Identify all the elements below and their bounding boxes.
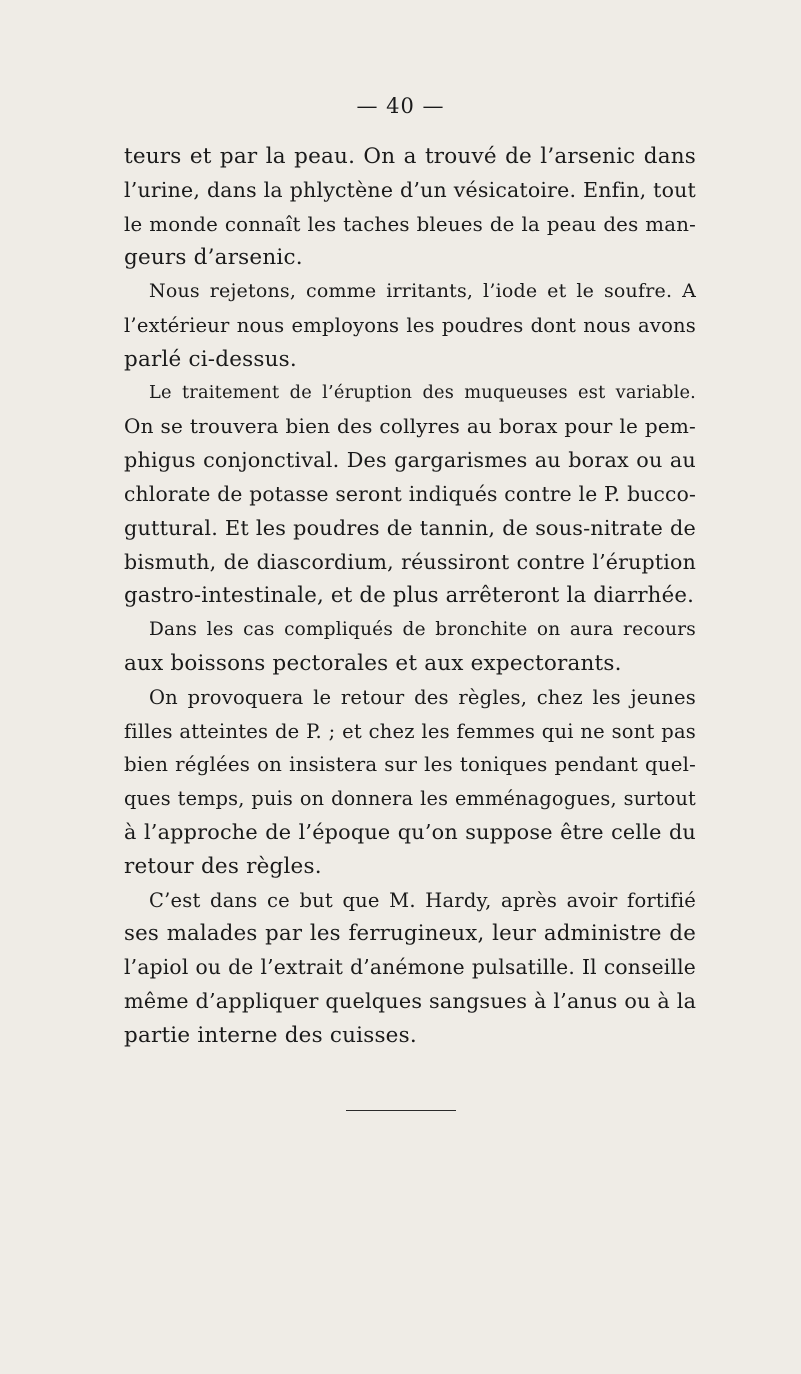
text-line: même d’appliquer quelques sangsues à l’anus ou à la — [124, 988, 697, 1013]
text-line: le monde connaît les taches bleues de la peau des man- — [124, 212, 696, 236]
text-line: parlé ci-dessus. — [124, 346, 297, 372]
text-line: On provoquera le retour des règles, chez les jeunes — [149, 685, 696, 709]
text-line: Dans les cas compliqués de bronchite on aura recours — [149, 619, 696, 641]
text-line: phigus conjonctival. Des gargarismes au borax ou au — [124, 448, 696, 473]
text-line: bismuth, de diascordium, réussiront contre l’éruption — [124, 549, 696, 574]
section-end-rule — [346, 1110, 456, 1111]
text-line: teurs et par la peau. On a trouvé de l’arsenic dans — [124, 144, 696, 169]
text-line: geurs d’arsenic. — [124, 245, 303, 271]
text-line: ques temps, puis on donnera les emménagogues, surtout — [124, 787, 696, 811]
text-line: l’apiol ou de l’extrait d’anémone pulsatille. Il conseille — [124, 955, 696, 980]
text-line: partie interne des cuisses. — [124, 1022, 417, 1048]
text-line: bien réglées on insistera sur les toniques pendant quel- — [124, 753, 696, 777]
text-line: filles atteintes de P. ; et chez les femmes qui ne sont pas — [124, 719, 696, 743]
text-line: l’extérieur nous employons les poudres dont nous avons — [124, 313, 696, 337]
text-line: C’est dans ce but que M. Hardy, après avoir fortifié — [149, 888, 696, 912]
text-line: gastro-intestinale, et de plus arrêteront la diarrhée. — [124, 583, 695, 609]
text-line: Le traitement de l’éruption des muqueuses est variable. — [149, 382, 696, 403]
text-line: à l’approche de l’époque qu’on suppose être celle du — [124, 819, 696, 844]
page-number: — 40 — — [356, 94, 445, 118]
text-line: ses malades par les ferrugineux, leur administre de — [124, 921, 696, 947]
text-line: guttural. Et les poudres de tannin, de sous-nitrate de — [124, 515, 696, 540]
text-line: retour des règles. — [124, 853, 322, 879]
text-line: chlorate de potasse seront indiqués contre le P. bucco- — [124, 481, 696, 506]
text-line: aux boissons pectorales et aux expectorants. — [124, 650, 622, 676]
text-line: l’urine, dans la phlyctène d’un vésicatoire. Enfin, tout — [124, 177, 696, 202]
body-text — [124, 140, 696, 1053]
text-line: Nous rejetons, comme irritants, l’iode et le soufre. A — [149, 280, 696, 303]
text-line: On se trouvera bien des collyres au borax pour le pem- — [124, 414, 696, 439]
